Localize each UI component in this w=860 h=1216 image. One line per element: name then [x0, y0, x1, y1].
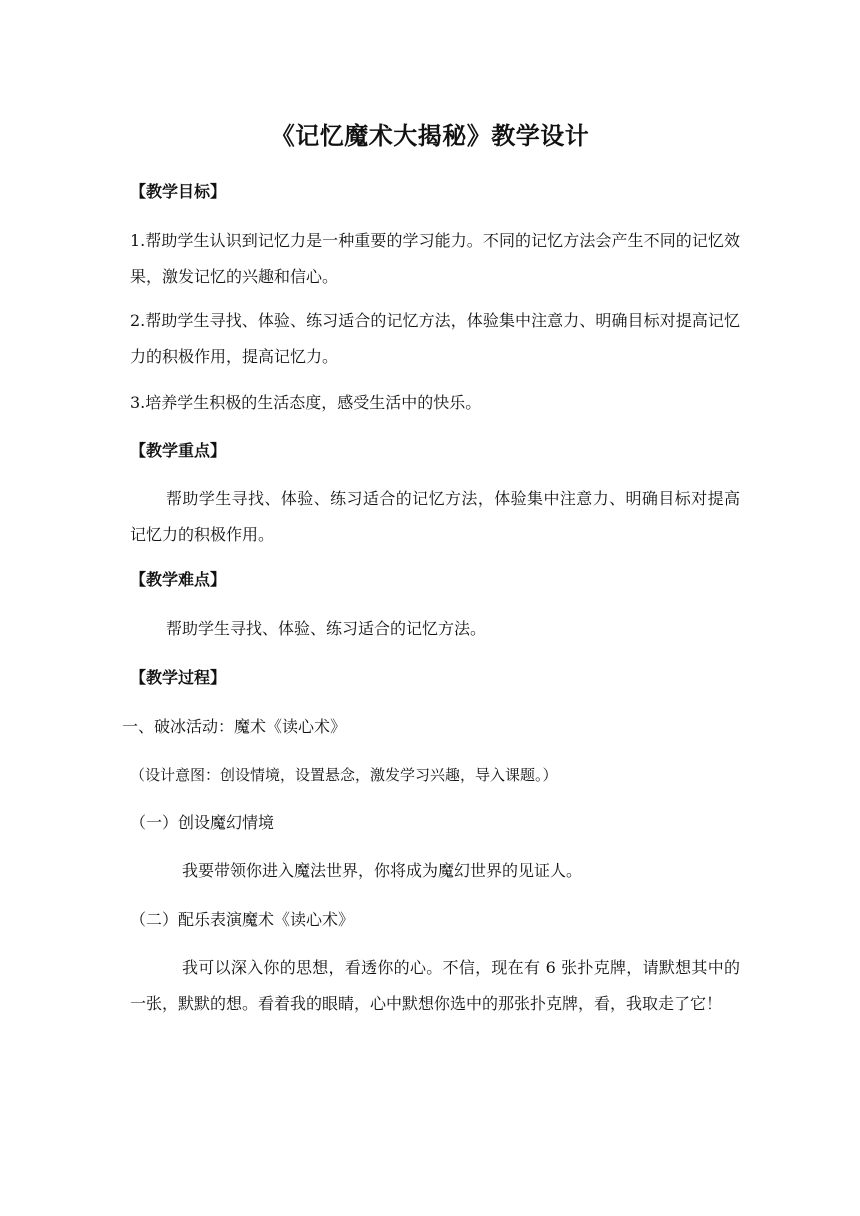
objective-2-paragraph: 2.帮助学生寻找、体验、练习适合的记忆方法，体验集中注意力、明确目标对提高记忆力的积极作用，提高记忆力。 [130, 311, 740, 366]
sub-section-two-paragraph: 我可以深入你的思想，看透你的心。不信，现在有 6 张扑克牌，请默想其中的一张，默默的想。看着我的眼睛，心中默想你选中的那张扑克牌，看，我取走了它！ [130, 958, 740, 1013]
objectives-heading: 【教学目标】 [130, 182, 227, 201]
sub-section-one-title: （一）创设魔幻情境 [130, 813, 275, 832]
objective-1-paragraph: 1.帮助学生认识到记忆力是一种重要的学习能力。不同的记忆方法会产生不同的记忆效果，激发记忆的兴趣和信心。 [130, 231, 740, 286]
document-title: 《记忆魔术大揭秘》教学设计 [270, 122, 590, 150]
difficulties-paragraph: 帮助学生寻找、体验、练习适合的记忆方法。 [166, 619, 487, 638]
objective-3-paragraph: 3.培养学生积极的生活态度，感受生活中的快乐。 [130, 393, 482, 412]
process-heading: 【教学过程】 [130, 668, 227, 687]
sub-section-one-paragraph: 我要带领你进入魔法世界，你将成为魔幻世界的见证人。 [182, 861, 583, 880]
sub-section-two-title: （二）配乐表演魔术《读心术》 [130, 910, 355, 929]
design-intent-note: （设计意图：创设情境，设置悬念，激发学习兴趣，导入课题。） [130, 766, 558, 784]
part-one-title: 一、破冰活动：魔术《读心术》 [122, 717, 347, 736]
key-points-paragraph: 帮助学生寻找、体验、练习适合的记忆方法，体验集中注意力、明确目标对提高记忆力的积极作用。 [130, 489, 740, 544]
difficulties-heading: 【教学难点】 [130, 570, 227, 589]
key-points-heading: 【教学重点】 [130, 441, 227, 460]
